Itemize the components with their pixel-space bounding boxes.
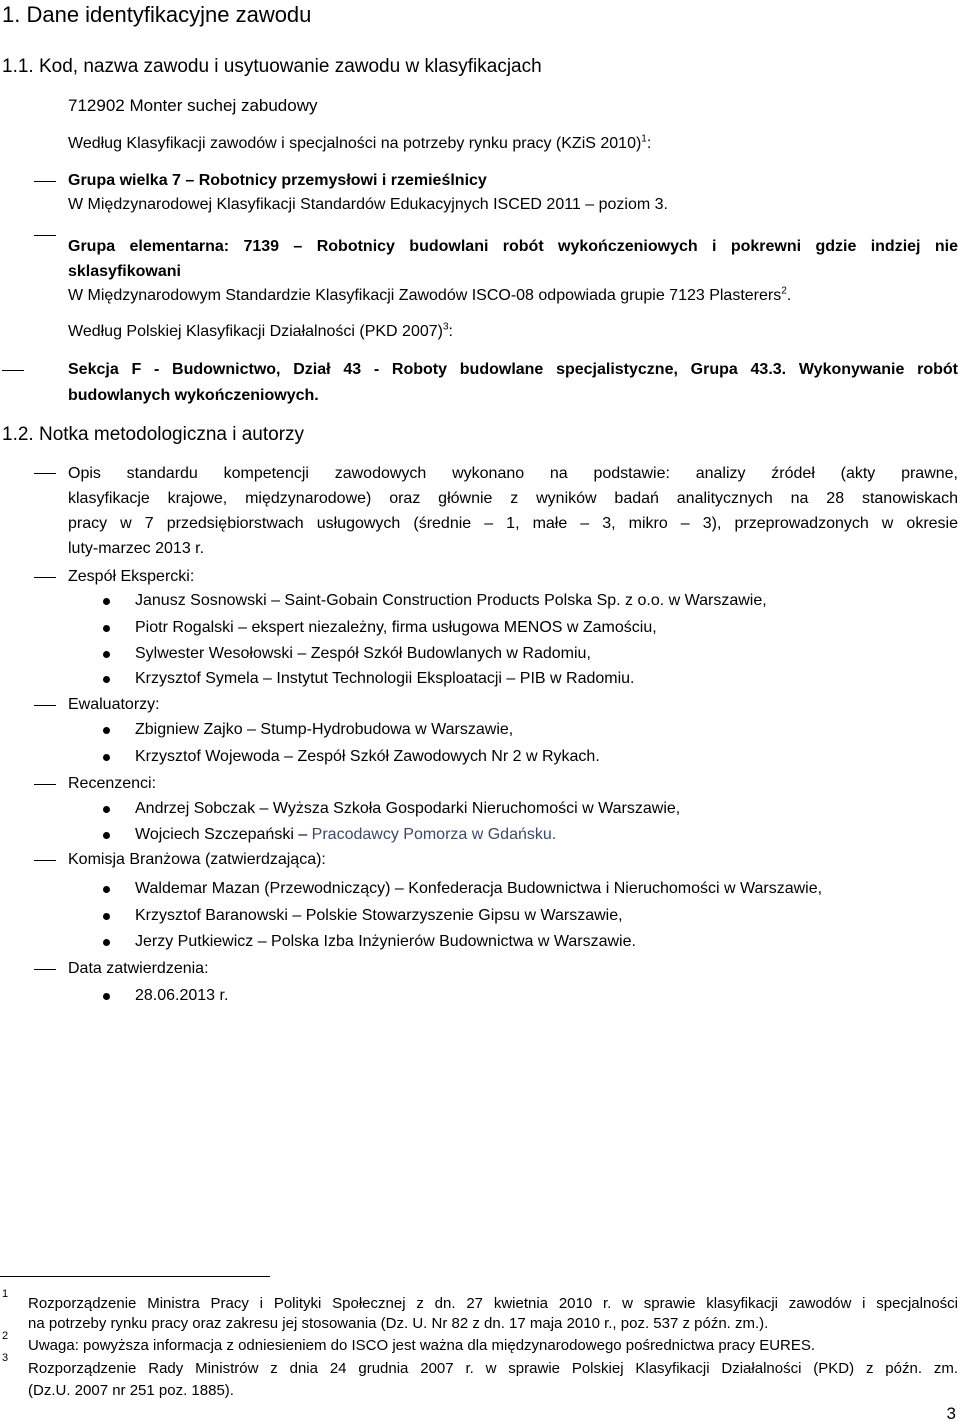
subsection-title-1-2: 1.2. Notka metodologiczna i autorzy [2,424,305,445]
kzis-colon: : [646,135,652,152]
zespol-item: Janusz Sosnowski – Saint-Gobain Construction Products Polska Sp. z o.o. w Warszawie, [135,592,767,609]
bullet [103,806,110,813]
ewaluatorzy-label: Ewaluatorzy: [68,696,160,713]
zespol-item: Krzysztof Symela – Instytut Technologii Eksploatacji – PIB w Radomiu. [135,670,635,687]
footnote-ref-2: 2 [781,285,787,297]
dash-marker [34,235,56,236]
pkd-text: Według Polskiej Klasyfikacji Działalności (PKD 2007) [68,323,443,340]
bullet [103,651,110,658]
footnote-number: 3 [2,1352,9,1364]
bullet [103,832,110,839]
data-zatwierdzenia-label: Data zatwierdzenia: [68,960,209,977]
dash-marker [2,370,24,371]
ewaluator-item: Zbigniew Zajko – Stump-Hydrobudowa w Warszawie, [135,721,514,738]
sekcja-line2: budowlanych wykończeniowych. [68,387,319,404]
grupa-elementarna-line1: Grupa elementarna: 7139 – Robotnicy budowlani robót wykończeniowych i pokrewni gdzie indziej nie [68,238,958,255]
grupa-elementarna-line2: sklasyfikowani [68,263,181,280]
isco-line [68,286,791,306]
dash-marker [34,969,56,970]
dash-marker [34,705,56,706]
footnote-number: 2 [2,1330,9,1342]
subsection-title-1-1: 1.1. Kod, nazwa zawodu i usytuowanie zawodu w klasyfikacjach [2,56,542,77]
dash-marker [34,473,56,474]
opis-line4: luty-marzec 2013 r. [68,540,205,557]
dash-marker [34,860,56,861]
recenzent-org: Pracodawcy Pomorza w Gdańsku. [311,826,557,843]
dash-marker [34,181,56,182]
bullet [103,886,110,893]
recenzent-name: Wojciech Szczepański – [135,826,312,843]
occupation-code-name: 712902 Monter suchej zabudowy [68,96,318,115]
section-title: 1. Dane identyfikacyjne zawodu [2,2,312,27]
isco-tail: . [786,287,792,304]
footnote-2: Uwaga: powyższa informacja z odniesieniem do ISCO jest ważna dla międzynarodowego pośrednictwa pracy EURES. [28,1337,816,1354]
dash-marker [34,784,56,785]
bullet [103,939,110,946]
kzis-line [68,134,651,154]
kzis-text: Według Klasyfikacji zawodów i specjalności na potrzeby rynku pracy (KZiS 2010) [68,135,642,152]
opis-line1: Opis standardu kompetencji zawodowych wykonano na podstawie: analizy źródeł (akty prawne, [68,465,958,482]
data-zatwierdzenia-value: 28.06.2013 r. [135,987,229,1004]
isced-line: W Międzynarodowej Klasyfikacji Standardów Edukacyjnych ISCED 2011 – poziom 3. [68,196,668,213]
zespol-item: Sylwester Wesołowski – Zespół Szkół Budowlanych w Radomiu, [135,645,591,662]
footnote-1-line2: na potrzeby rynku pracy oraz zakresu jej stosowania (Dz. U. Nr 82 z dn. 17 maja 2010 r., poz. 537 z późn. zm.). [28,1315,769,1332]
footnote-ref-1: 1 [641,133,647,145]
footnote-number: 1 [2,1288,9,1300]
footnote-1-line1: Rozporządzenie Ministra Pracy i Polityki Społecznej z dn. 27 kwietnia 2010 r. w sprawie klasyfikacji zawodów i specjalności [28,1295,958,1312]
footnote-ref-3: 3 [442,321,449,333]
opis-line2: klasyfikacje krajowe, międzynarodowe) oraz głównie z wyników badań analitycznych na 28 stanowiskach [68,490,958,507]
komisja-item: Waldemar Mazan (Przewodniczący) – Konfederacja Budownictwa i Nieruchomości w Warszawie, [135,880,823,897]
recenzenci-label: Recenzenci: [68,775,157,792]
page-number: 3 [946,1404,956,1423]
bullet [103,676,110,683]
grupa-wielka: Grupa wielka 7 – Robotnicy przemysłowi i rzemieślnicy [68,172,487,189]
komisja-item: Krzysztof Baranowski – Polskie Stowarzyszenie Gipsu w Warszawie, [135,907,623,924]
pkd-line [68,322,453,342]
bullet [103,993,110,1000]
sekcja-line1: Sekcja F - Budownictwo, Dział 43 - Roboty budowlane specjalistyczne, Grupa 43.3. Wykonywanie robót [68,361,958,378]
zespol-item: Piotr Rogalski – ekspert niezależny, firma usługowa MENOS w Zamościu, [135,619,657,636]
bullet [103,625,110,632]
bullet [103,727,110,734]
zespol-label: Zespół Ekspercki: [68,568,195,585]
bullet [103,913,110,920]
opis-line3: pracy w 7 przedsiębiorstwach usługowych (średnie – 1, małe – 3, mikro – 3), przeprowadzonych w okresie [68,515,958,532]
recenzent-item: Andrzej Sobczak – Wyższa Szkoła Gospodarki Nieruchomości w Warszawie, [135,800,681,817]
pkd-colon: : [448,323,453,340]
komisja-item: Jerzy Putkiewicz – Polska Izba Inżynierów Budownictwa w Warszawie. [135,933,636,950]
isco-text: W Międzynarodowym Standardzie Klasyfikacji Zawodów ISCO-08 odpowiada grupie 7123 Plasterers [68,287,782,304]
footnote-separator [0,1276,270,1277]
footnote-3-line1: Rozporządzenie Rady Ministrów z dnia 24 grudnia 2007 r. w sprawie Polskiej Klasyfikacji Działalności (PKD) z późn. zm. [28,1360,958,1377]
bullet [103,754,110,761]
bullet [103,598,110,605]
komisja-label: Komisja Branżowa (zatwierdzająca): [68,851,326,868]
footnote-3-line2: (Dz.U. 2007 nr 251 poz. 1885). [28,1382,234,1399]
ewaluator-item: Krzysztof Wojewoda – Zespół Szkół Zawodowych Nr 2 w Rykach. [135,748,600,765]
recenzent-item [135,825,556,845]
dash-marker [34,577,56,578]
